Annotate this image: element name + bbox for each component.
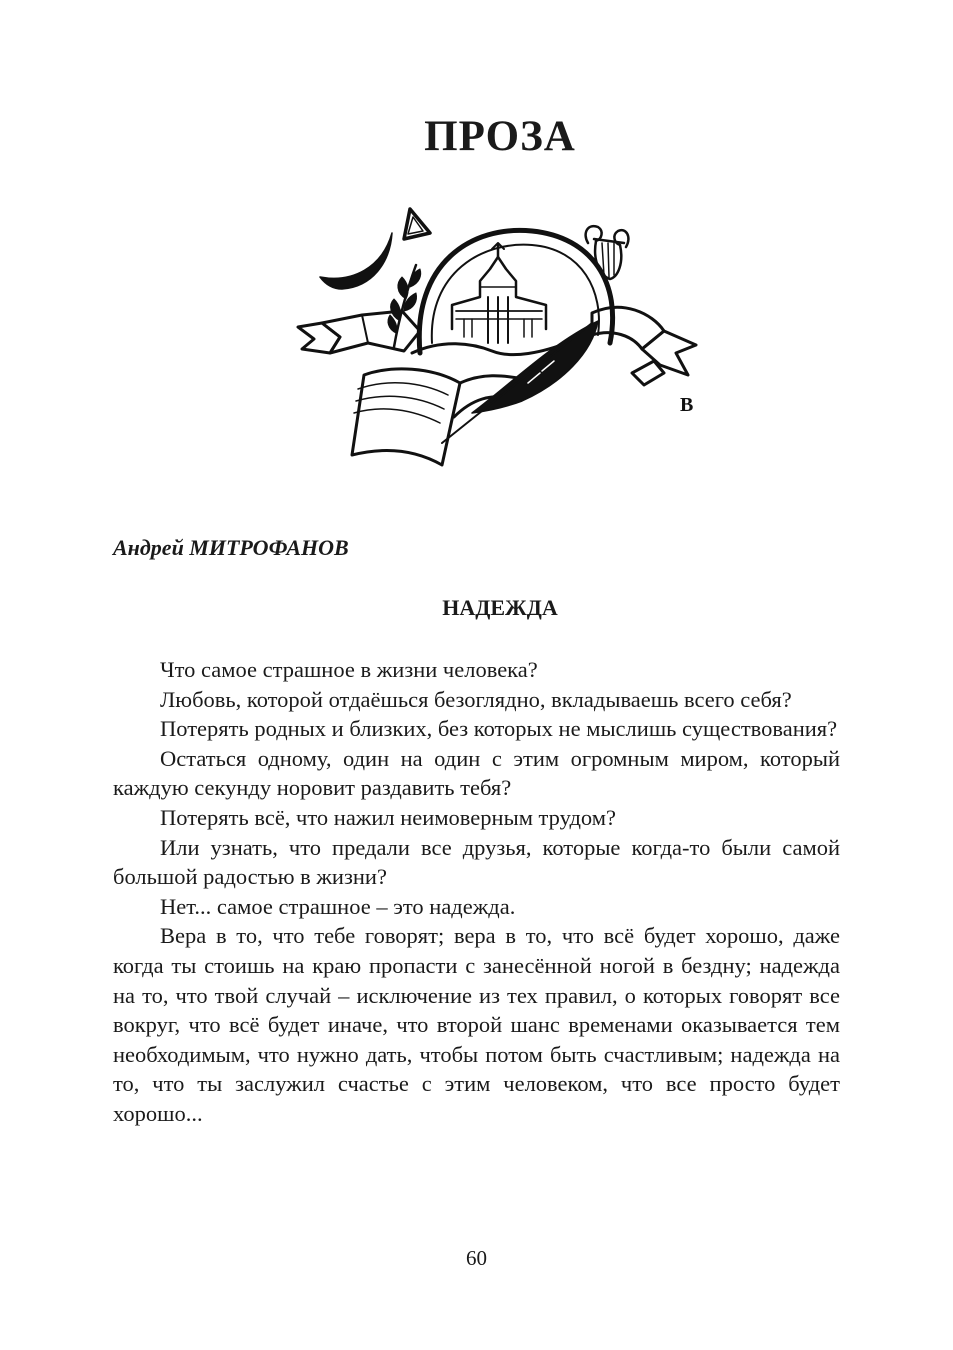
- section-title: ПРОЗА: [424, 113, 576, 160]
- paragraph: Что самое страшное в жизни человека?: [160, 657, 538, 682]
- page-number: 60: [466, 1246, 487, 1270]
- author-name: Андрей МИТРОФАНОВ: [113, 535, 349, 560]
- literary-emblem-icon: [292, 203, 704, 471]
- paragraph: Потерять всё, что нажил неимоверным трудом?: [160, 804, 616, 830]
- story-body: [113, 655, 840, 1129]
- story-title: НАДЕЖДА: [442, 595, 558, 620]
- paragraph: Любовь, которой отдаёшься безоглядно, вкладываешь всего себя?: [160, 686, 792, 712]
- signature-mark: В: [680, 394, 694, 416]
- paragraph: Или узнать, что предали все друзья, которые когда-то были самой большой радостью в жизни?: [113, 834, 840, 890]
- paragraph: Потерять родных и близких, без которых не мыслишь существования?: [160, 716, 838, 742]
- paragraph: Нет... самое страшное – это надежда.: [160, 893, 516, 919]
- paragraph: Остаться одному, один на один с этим огромным миром, который каждую секунду норовит раздавить тебя?: [113, 745, 840, 801]
- paragraph: Вера в то, что тебе говорят; вера в то, что всё будет хорошо, даже когда ты стоишь на краю пропасти с занесённой ногой в бездну; надежда на то, что твой случай – исключение из тех правил, о которых говорят все вокруг, что всё будет иначе, что второй шанс временами оказывается тем необходимым, что нужно дать, чтобы потом быть счастливым; надежда на то, что ты заслужил счастье с этим человеком, что все просто будет хорошо...: [113, 923, 840, 1126]
